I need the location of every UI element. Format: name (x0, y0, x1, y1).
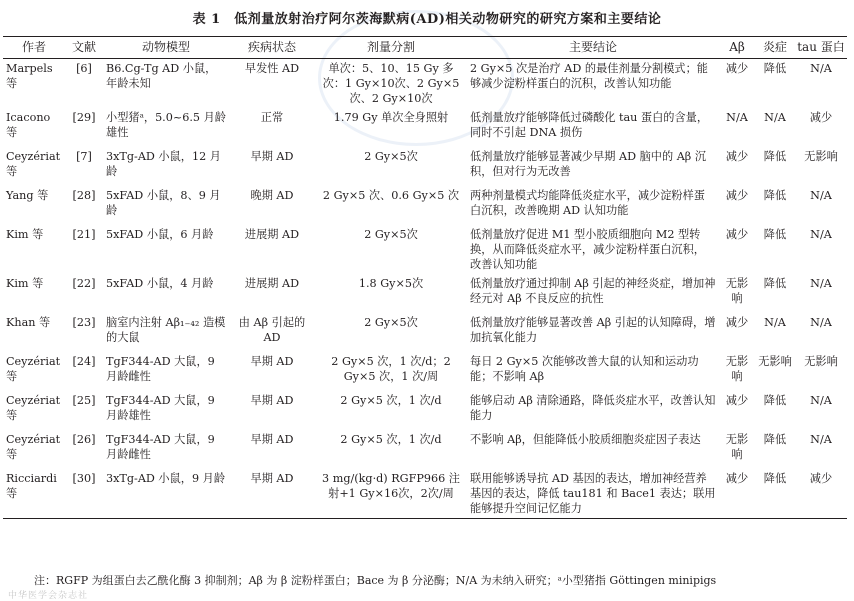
cell-author: Kim 等 (6, 277, 44, 290)
cell-inflam: N/A (764, 111, 786, 124)
cell-inflam: 无影响 (758, 355, 792, 368)
cell-tau: 无影响 (804, 150, 838, 163)
cell-model: 3xTg-AD 小鼠，9 月龄 (106, 472, 226, 485)
cell-tau: N/A (810, 228, 832, 241)
cell-state: 进展期 AD (244, 277, 300, 290)
cell-model: 3xTg-AD 小鼠，12 月龄 (106, 150, 221, 178)
cell-model: TgF344-AD 大鼠，9 月龄雄性 (106, 394, 215, 422)
table-row (3, 313, 847, 352)
cell-conclusion: 低剂量放疗能够降低过磷酸化 tau 蛋白的含量，同时不引起 DNA 损伤 (470, 111, 709, 139)
cell-author: Khan 等 (6, 316, 51, 329)
cell-state: 进展期 AD (244, 228, 300, 241)
cell-ref: [23] (72, 316, 96, 329)
cell-abeta: 减少 (725, 394, 749, 407)
table-note: 注：RGFP 为组蛋白去乙酰化酶 3 抑制剂；Aβ 为 β 淀粉样蛋白；Bace 为 β 分泌酶；N/A 为未纳入研究；ᵃ小型猪指 Göttingen minipigs (34, 574, 717, 587)
cell-ref: [29] (72, 111, 96, 124)
cell-abeta: 减少 (725, 150, 749, 163)
cell-dose: 2 Gy×5次 (364, 150, 418, 163)
cell-ref: [30] (72, 472, 96, 485)
cell-state: 由 Aβ 引起的 AD (238, 316, 306, 344)
cell-dose: 2 Gy×5次 (364, 316, 418, 329)
header-author: 作者 (21, 40, 46, 54)
cell-state: 早期 AD (250, 355, 294, 368)
cell-inflam: 降低 (763, 472, 787, 485)
cell-inflam: 降低 (763, 150, 787, 163)
header-model: 动物模型 (141, 40, 190, 54)
cell-abeta: 无影响 (725, 277, 749, 305)
header-inflammation: 炎症 (762, 40, 787, 54)
cell-model: TgF344-AD 大鼠，9 月龄雌性 (106, 433, 215, 461)
table-row (3, 391, 847, 430)
cell-dose: 2 Gy×5 次，1 次/d；2 Gy×5 次，1 次/周 (331, 355, 451, 383)
cell-tau: N/A (810, 433, 832, 446)
table-row (3, 147, 847, 186)
cell-tau: 减少 (809, 472, 833, 485)
cell-author: Yang 等 (6, 189, 49, 202)
cell-model: 小型猪ᵃ，5.0~6.5 月龄雄性 (106, 111, 226, 139)
cell-author: Ceyzériat 等 (6, 355, 61, 383)
cell-model: B6.Cg-Tg AD 小鼠，年龄未知 (106, 62, 217, 90)
cell-inflam: 降低 (763, 433, 787, 446)
cell-ref: [26] (72, 433, 96, 446)
cell-abeta: N/A (726, 111, 748, 124)
cell-state: 早发性 AD (244, 62, 300, 75)
cell-model: 5xFAD 小鼠，6 月龄 (106, 228, 214, 241)
table-row (3, 108, 847, 147)
cell-abeta: 减少 (725, 472, 749, 485)
cell-ref: [21] (72, 228, 96, 241)
cell-inflam: 降低 (763, 277, 787, 290)
cell-conclusion: 2 Gy×5 次是治疗 AD 的最佳剂量分割模式；能够减少淀粉样蛋白的沉积，改善认知功能 (470, 62, 708, 90)
cell-inflam: 降低 (763, 228, 787, 241)
cell-dose: 3 mg/(kg·d) RGFP966 注射+1 Gy×16次，2次/周 (322, 472, 460, 500)
cell-abeta: 减少 (725, 316, 749, 329)
cell-author: Ricciardi 等 (6, 472, 57, 500)
table-row (3, 274, 847, 313)
cell-state: 正常 (260, 111, 284, 124)
cell-author: Ceyzériat 等 (6, 433, 61, 461)
cell-tau: 减少 (809, 111, 833, 124)
cell-dose: 2 Gy×5 次，1 次/d (340, 394, 442, 407)
table-row (3, 59, 847, 109)
cell-ref: [24] (72, 355, 96, 368)
cell-inflam: 降低 (763, 394, 787, 407)
study-table (3, 36, 847, 519)
table-caption: 表 1 低剂量放射治疗阿尔茨海默病(AD)相关动物研究的研究方案和主要结论 (192, 12, 662, 27)
cell-conclusion: 低剂量放疗通过抑制 Aβ 引起的神经炎症，增加神经元对 Aβ 不良反应的抗性 (470, 277, 716, 305)
cell-ref: [28] (72, 189, 96, 202)
cell-abeta: 减少 (725, 189, 749, 202)
table-row (3, 430, 847, 469)
header-state: 疾病状态 (247, 40, 296, 54)
cell-conclusion: 联用能够诱导抗 AD 基因的表达，增加神经营养基因的表达，降低 tau181 和 Bace1 表达；联用能够提升空间记忆能力 (470, 472, 716, 515)
cell-author: Kim 等 (6, 228, 44, 241)
cell-state: 早期 AD (250, 472, 294, 485)
cell-state: 早期 AD (250, 150, 294, 163)
cell-conclusion: 两种剂量模式均能降低炎症水平，减少淀粉样蛋白沉积，改善晚期 AD 认知功能 (470, 189, 705, 217)
cell-conclusion: 每日 2 Gy×5 次能够改善大鼠的认知和运动功能；不影响 Aβ (470, 355, 699, 383)
cell-model: TgF344-AD 大鼠，9 月龄雌性 (106, 355, 215, 383)
footer-watermark: 中华医学会杂志社 (8, 591, 89, 601)
cell-inflam: 降低 (763, 189, 787, 202)
cell-author: Marpels 等 (6, 62, 53, 90)
cell-tau: N/A (810, 316, 832, 329)
cell-abeta: 无影响 (725, 433, 749, 461)
table-row (3, 225, 847, 274)
cell-author: Ceyzériat 等 (6, 150, 61, 178)
cell-dose: 1.79 Gy 单次全身照射 (333, 111, 449, 124)
cell-tau: N/A (810, 62, 832, 75)
header-abeta: Aβ (729, 40, 745, 54)
cell-inflam: 降低 (763, 62, 787, 75)
cell-ref: [6] (76, 62, 92, 75)
cell-dose: 单次：5、10、15 Gy 多次：1 Gy×10次、2 Gy×5次、2 Gy×10次 (322, 62, 460, 105)
cell-tau: N/A (810, 394, 832, 407)
cell-state: 早期 AD (250, 394, 294, 407)
cell-state: 晚期 AD (250, 189, 294, 202)
cell-abeta: 无影响 (725, 355, 749, 383)
cell-dose: 2 Gy×5 次，1 次/d (340, 433, 442, 446)
cell-conclusion: 能够启动 Aβ 清除通路，降低炎症水平，改善认知能力 (470, 394, 716, 422)
cell-dose: 1.8 Gy×5次 (358, 277, 424, 290)
header-dose: 剂量分割 (366, 40, 415, 54)
cell-state: 早期 AD (250, 433, 294, 446)
cell-conclusion: 低剂量放疗能够显著减少早期 AD 脑中的 Aβ 沉积，但对行为无改善 (470, 150, 707, 178)
table-row (3, 352, 847, 391)
table-row (3, 186, 847, 225)
cell-model: 5xFAD 小鼠，4 月龄 (106, 277, 214, 290)
header-ref: 文献 (71, 40, 96, 54)
cell-abeta: 减少 (725, 228, 749, 241)
table-header-row (3, 37, 847, 59)
cell-model: 脑室内注射 Aβ₁₋₄₂ 造模的大鼠 (106, 316, 226, 344)
cell-dose: 2 Gy×5 次、0.6 Gy×5 次 (322, 189, 460, 202)
cell-abeta: 减少 (725, 62, 749, 75)
cell-author: Icacono 等 (6, 111, 51, 139)
cell-model: 5xFAD 小鼠，8、9 月龄 (106, 189, 221, 217)
cell-ref: [25] (72, 394, 96, 407)
header-tau: tau 蛋白 (797, 40, 845, 54)
header-conclusion: 主要结论 (568, 40, 617, 54)
table-row (3, 469, 847, 519)
cell-dose: 2 Gy×5次 (364, 228, 418, 241)
cell-tau: N/A (810, 277, 832, 290)
cell-conclusion: 低剂量放疗能够显著改善 Aβ 引起的认知障碍，增加抗氧化能力 (470, 316, 716, 344)
cell-ref: [22] (72, 277, 96, 290)
cell-tau: N/A (810, 189, 832, 202)
cell-ref: [7] (76, 150, 92, 163)
cell-conclusion: 不影响 Aβ，但能降低小胶质细胞炎症因子表达 (470, 433, 701, 446)
cell-inflam: N/A (764, 316, 786, 329)
cell-tau: 无影响 (804, 355, 838, 368)
cell-conclusion: 低剂量放疗促进 M1 型小胶质细胞向 M2 型转换，从而降低炎症水平，减少淀粉样蛋白沉积，改善认知功能 (470, 228, 705, 271)
cell-author: Ceyzériat 等 (6, 394, 61, 422)
